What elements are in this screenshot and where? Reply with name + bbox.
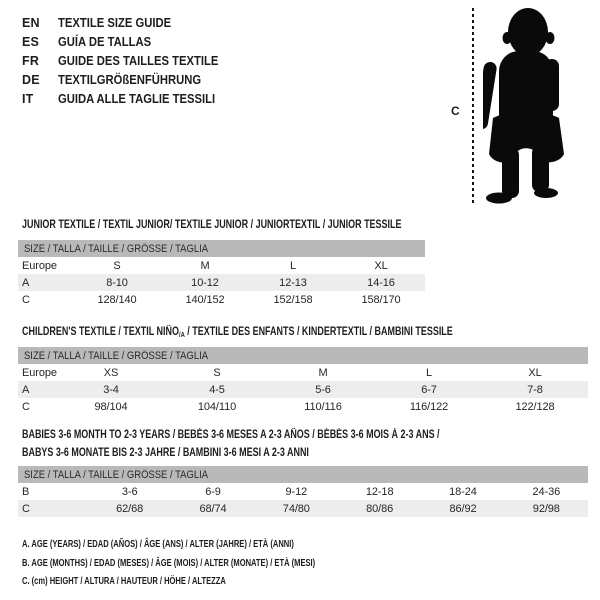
header-cell: Europe	[22, 259, 57, 272]
table-cell: 158/170	[361, 293, 401, 306]
table-cell: 8-10	[73, 274, 161, 291]
table-cell: 110/116	[304, 400, 342, 413]
table-cell: 62/68	[88, 500, 171, 517]
header-cell: S	[113, 259, 121, 272]
table-cell: 92/98	[505, 500, 588, 517]
table-cell: 74/80	[255, 500, 338, 517]
table-cell: 128/140	[97, 293, 137, 306]
baby-silhouette-icon	[483, 6, 567, 204]
table-row-a	[18, 381, 588, 398]
header-cell: XS	[103, 366, 119, 379]
babies-section-title: BABIES 3-6 MONTH TO 2-3 YEARS / BEBÉS 3-6 MESES A 2-3 AÑOS / BÉBÉS 3-6 MOIS À 2-3 ANS / BABYS 3-6 MONATE BIS 2-3 JAHRE / BAMBINI 3-6 MESI A 2-3 ANNI	[22, 429, 440, 459]
size-band	[18, 466, 588, 483]
children-table-grid	[18, 364, 588, 415]
table-cell: 9-12	[285, 485, 308, 498]
language-code: EN	[22, 15, 40, 30]
table-row-a	[18, 274, 425, 291]
header-cell: S	[213, 366, 221, 379]
table-cell: 12-18	[365, 485, 394, 498]
table-header-row	[18, 257, 425, 274]
table-cell: 10-12	[161, 274, 249, 291]
row-label: C	[22, 293, 30, 306]
table-cell: 116/122	[409, 400, 449, 413]
table-cell: 24-36	[532, 485, 561, 498]
table-cell: 12-13	[249, 274, 337, 291]
table-cell: 4-5	[164, 381, 270, 398]
table-cell: 122/128	[515, 400, 555, 413]
header-cell: Europe	[22, 366, 57, 379]
table-row-c	[18, 398, 588, 415]
language-label: GUÍA DE TALLAS	[58, 34, 152, 49]
height-dashed-line	[472, 8, 474, 206]
table-cell: 3-6	[121, 485, 138, 498]
header-cell: M	[318, 366, 328, 379]
language-row-es	[22, 32, 236, 51]
header-cell: XL	[528, 366, 542, 379]
table-row-c	[18, 291, 425, 308]
language-label: GUIDE DES TAILLES TEXTILE	[58, 53, 219, 68]
junior-section-title: JUNIOR TEXTILE / TEXTIL JUNIOR/ TEXTILE JUNIOR / JUNIORTEXTIL / JUNIOR TESSILE	[22, 219, 402, 231]
table-row-b	[18, 483, 588, 500]
table-header-row	[18, 364, 588, 381]
language-label: GUIDA ALLE TAGLIE TESSILI	[58, 91, 216, 106]
header-cell: L	[425, 366, 433, 379]
language-guide-list	[22, 13, 236, 108]
row-label: C	[18, 500, 88, 517]
language-row-fr	[22, 51, 236, 70]
table-cell: 104/110	[197, 400, 237, 413]
legend-line-a: A. AGE (YEARS) / EDAD (AÑOS) / ÂGE (ANS) / ALTER (JAHRE) / ETÀ (ANNI)	[22, 538, 294, 551]
language-code: DE	[22, 72, 40, 87]
language-row-en	[22, 13, 236, 32]
row-label: A	[18, 274, 73, 291]
height-marker-label: C	[451, 104, 460, 118]
junior-size-table	[18, 240, 425, 308]
size-band-label: SIZE / TALLA / TAILLE / GRÖSSE / TAGLIA	[24, 242, 209, 255]
size-band-label: SIZE / TALLA / TAILLE / GRÖSSE / TAGLIA	[24, 468, 209, 481]
row-label: B	[22, 485, 30, 498]
table-cell: 86/92	[421, 500, 504, 517]
table-cell: 5-6	[270, 381, 376, 398]
table-cell: 18-24	[449, 485, 477, 498]
row-label: C	[22, 400, 30, 413]
table-cell: 14-16	[337, 274, 425, 291]
table-cell: 68/74	[171, 500, 254, 517]
table-cell: 80/86	[338, 500, 421, 517]
table-cell: 3-4	[58, 381, 164, 398]
size-band	[18, 347, 588, 364]
header-cell: XL	[374, 259, 388, 272]
table-row-c	[18, 500, 588, 517]
language-code: IT	[22, 91, 34, 106]
table-cell: 152/158	[273, 293, 313, 306]
legend-line-b: B. AGE (MONTHS) / EDAD (MESES) / ÂGE (MOIS) / ALTER (MONATE) / ETÀ (MESI)	[22, 556, 316, 569]
language-label: TEXTILE SIZE GUIDE	[58, 15, 172, 30]
language-row-it	[22, 89, 236, 108]
children-size-table	[18, 347, 588, 415]
header-cell: M	[200, 259, 210, 272]
table-cell: 7-8	[482, 381, 588, 398]
header-cell: L	[289, 259, 297, 272]
language-row-de	[22, 70, 236, 89]
language-label: TEXTILGRÖßENFÜHRUNG	[58, 72, 202, 87]
table-cell: 98/104	[94, 400, 128, 413]
table-cell: 140/152	[185, 293, 225, 306]
title-subscript: /A	[178, 330, 185, 339]
babies-size-table	[18, 466, 588, 517]
children-section-title: CHILDREN'S TEXTILE / TEXTIL $NIÑO_{/A}$ / TEXTILE DES ENFANTS / KINDERTEXTIL / BAMBINI TESSILE	[22, 326, 453, 339]
language-code: FR	[22, 53, 40, 68]
legend-line-c: C. (cm) HEIGHT / ALTURA / HAUTEUR / HÖHE / ALTEZZA	[22, 575, 226, 588]
size-band-label: SIZE / TALLA / TAILLE / GRÖSSE / TAGLIA	[24, 349, 209, 362]
babies-table-grid	[18, 483, 588, 517]
junior-table-grid	[18, 257, 425, 308]
table-cell: 6-9	[205, 485, 221, 498]
table-cell: 6-7	[376, 381, 482, 398]
row-label: A	[18, 381, 58, 398]
size-band	[18, 240, 425, 257]
language-code: ES	[22, 34, 40, 49]
measurement-legend	[22, 535, 429, 591]
